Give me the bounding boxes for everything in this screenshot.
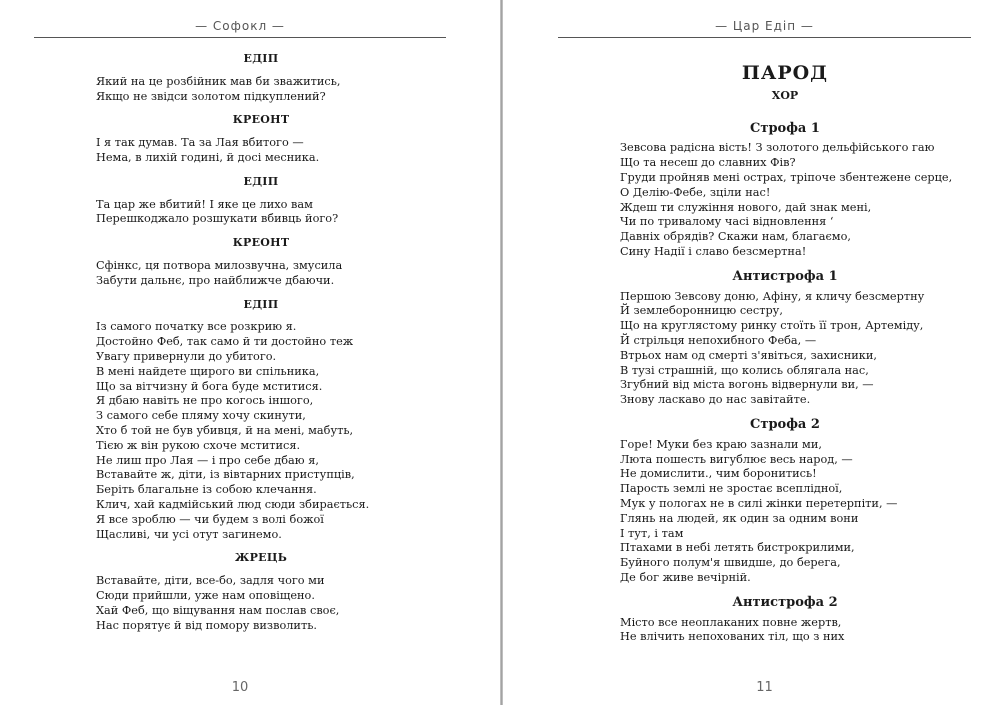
- dialogue-block: [96, 175, 426, 227]
- verse-line: Горе! Муки без краю зазнали ми,: [620, 437, 822, 451]
- verse-line: Згубний від міста вогонь відвернули ви, —: [620, 378, 874, 392]
- chorus-label: ХОР: [771, 88, 799, 102]
- running-head-right: — Цар Едіп —: [715, 19, 814, 33]
- verse-line: Не влічить непохованих тіл, що з них: [620, 630, 845, 644]
- verse-line: Клич, хай кадмійський люд сюди збирається.: [96, 497, 370, 511]
- verse-line: Ждеш ти служіння нового, дай знак мені,: [620, 200, 872, 214]
- right-page-body: [620, 52, 953, 655]
- verse-line: Вставайте, діти, все-бо, задля чого ми: [96, 574, 325, 588]
- section-title: ПАРОД: [741, 62, 829, 84]
- dialogue-block: [96, 52, 426, 104]
- running-head-left: — Софокл —: [195, 19, 285, 33]
- verse-line: Нема, в лихій годині, й досі месника.: [96, 150, 320, 164]
- verse-line: Я дбаю навіть не про когось іншого,: [96, 394, 314, 408]
- verse-line: І тут, і там: [620, 526, 684, 540]
- dialogue-block: [96, 551, 426, 633]
- dialogue-block: [96, 298, 426, 543]
- verse-line: Перешкоджало розшукати вбивць його?: [96, 212, 339, 226]
- verse-line: Сину Надії і славо безсмертна!: [620, 244, 807, 258]
- verse-line: Із самого початку все розкрию я.: [96, 320, 297, 334]
- left-page-body: [96, 52, 426, 642]
- verse-line: Хай Феб, що віщування нам послав своє,: [96, 603, 340, 617]
- verse-line: Чи по тривалому часі відновлення ‘: [620, 215, 834, 229]
- stanza-title: Строфа 2: [750, 416, 820, 432]
- verse-line: Зевсова радісна вість! З золотого дельфійського гаю: [620, 141, 935, 155]
- verse-line: Який на це розбійник мав би зважитись,: [96, 74, 341, 88]
- verse-line: Не домислити., чим боронитись!: [620, 467, 817, 481]
- verse-line: В тузі страшній, що колись облягала нас,: [620, 363, 869, 377]
- verse-line: Нас порятує й від помору визволить.: [96, 618, 317, 632]
- verse-line: Знову ласкаво до нас завітайте.: [620, 393, 811, 407]
- verse-line: Увагу привернули до убитого.: [96, 349, 277, 363]
- verse-line: Я все зроблю — чи будем з волі божої: [96, 512, 324, 526]
- verse-line: Сфінкс, ця потвора милозвучна, змусила: [96, 258, 343, 272]
- stanza: [620, 596, 950, 645]
- speaker-name: ЕДІП: [243, 174, 279, 188]
- verse-line: Сюди прийшли, уже нам оповіщено.: [96, 588, 315, 602]
- verse-line: Втрьох нам од смерті з'явіться, захисники,: [620, 348, 877, 362]
- stanza-title: Антистрофа 1: [732, 268, 838, 284]
- verse-line: Не лиш про Лая — і про себе дбаю я,: [96, 453, 319, 467]
- verse-line: Першою Зевсову доню, Афіну, я кличу безсмертну: [620, 289, 925, 303]
- speaker-name: ЖРЕЦЬ: [234, 551, 288, 565]
- right-page: [503, 0, 1003, 705]
- speaker-name: ЕДІП: [243, 297, 279, 311]
- stanza-title: Строфа 1: [750, 120, 820, 136]
- verse-line: Та цар же вбитий! І яке це лихо вам: [96, 197, 313, 211]
- verse-line: Мук у пологах не в силі жінки перетерпіти, —: [620, 496, 898, 510]
- page-number-left: 10: [231, 680, 249, 695]
- verse-line: Щасливі, чи усі отут загинемо.: [96, 527, 282, 541]
- verse-line: І я так думав. Та за Лая вбитого —: [96, 136, 304, 150]
- dialogue-block: [96, 113, 426, 165]
- verse-line: Якщо не звідси золотом підкуплений?: [96, 89, 326, 103]
- stanza-title: Антистрофа 2: [732, 594, 838, 610]
- verse-line: Місто все неоплаканих повне жертв,: [620, 615, 842, 629]
- stanza: [620, 418, 950, 586]
- page-number-right: 11: [756, 680, 773, 695]
- verse-line: Давніх обрядів? Скажи нам, благаємо,: [620, 230, 851, 244]
- left-page: [0, 0, 501, 705]
- verse-line: Вставайте ж, діти, із вівтарних приступців,: [96, 468, 355, 482]
- verse-line: Груди пройняв мені острах, тріпоче збентежене серце,: [620, 170, 953, 184]
- verse-line: Хто б той не був убивця, й на мені, мабуть,: [96, 423, 354, 437]
- verse-line: З самого себе пляму хочу скинути,: [96, 409, 306, 423]
- verse-line: Де бог живе вечірній.: [620, 570, 751, 584]
- verse-line: О Делію-Фебе, зціли нас!: [620, 185, 771, 199]
- verse-line: Буйного полум'я швидше, до берега,: [620, 556, 841, 570]
- header-rule-left: [34, 37, 446, 38]
- verse-line: Достойно Феб, так само й ти достойно теж: [96, 335, 354, 349]
- speaker-name: КРЕОНТ: [232, 236, 290, 250]
- verse-line: В мені найдете щирого ви спільника,: [96, 364, 320, 378]
- verse-line: Що за вітчизну й бога буде мститися.: [96, 379, 323, 393]
- verse-line: Й землеборонницю сестру,: [620, 304, 783, 318]
- stanza-list: [620, 120, 953, 646]
- dialogue-block: [96, 236, 426, 288]
- stanza: [620, 120, 953, 260]
- verse-line: Парость землі не зростає всеплідної,: [620, 482, 843, 496]
- verse-line: Глянь на людей, як один за одним вони: [620, 511, 859, 525]
- speaker-name: КРЕОНТ: [232, 113, 290, 127]
- verse-line: Люта пошесть вигублює весь народ, —: [620, 452, 853, 466]
- verse-line: Що та несеш до славних Фів?: [620, 156, 796, 170]
- header-rule-right: [558, 37, 971, 38]
- verse-line: Й стрільця непохибного Феба, —: [620, 333, 817, 347]
- speaker-name: ЕДІП: [243, 52, 279, 65]
- verse-line: Тією ж він рукою схоче мститися.: [96, 438, 301, 452]
- verse-line: Беріть благальне із собою клечання.: [96, 483, 317, 497]
- verse-line: Що на круглястому ринку стоїть її трон, Артеміду,: [620, 319, 924, 333]
- stanza: [620, 270, 950, 408]
- verse-line: Забути дальнє, про найближче дбаючи.: [96, 273, 335, 287]
- verse-line: Птахами в небі летять бистрокрилими,: [620, 541, 855, 555]
